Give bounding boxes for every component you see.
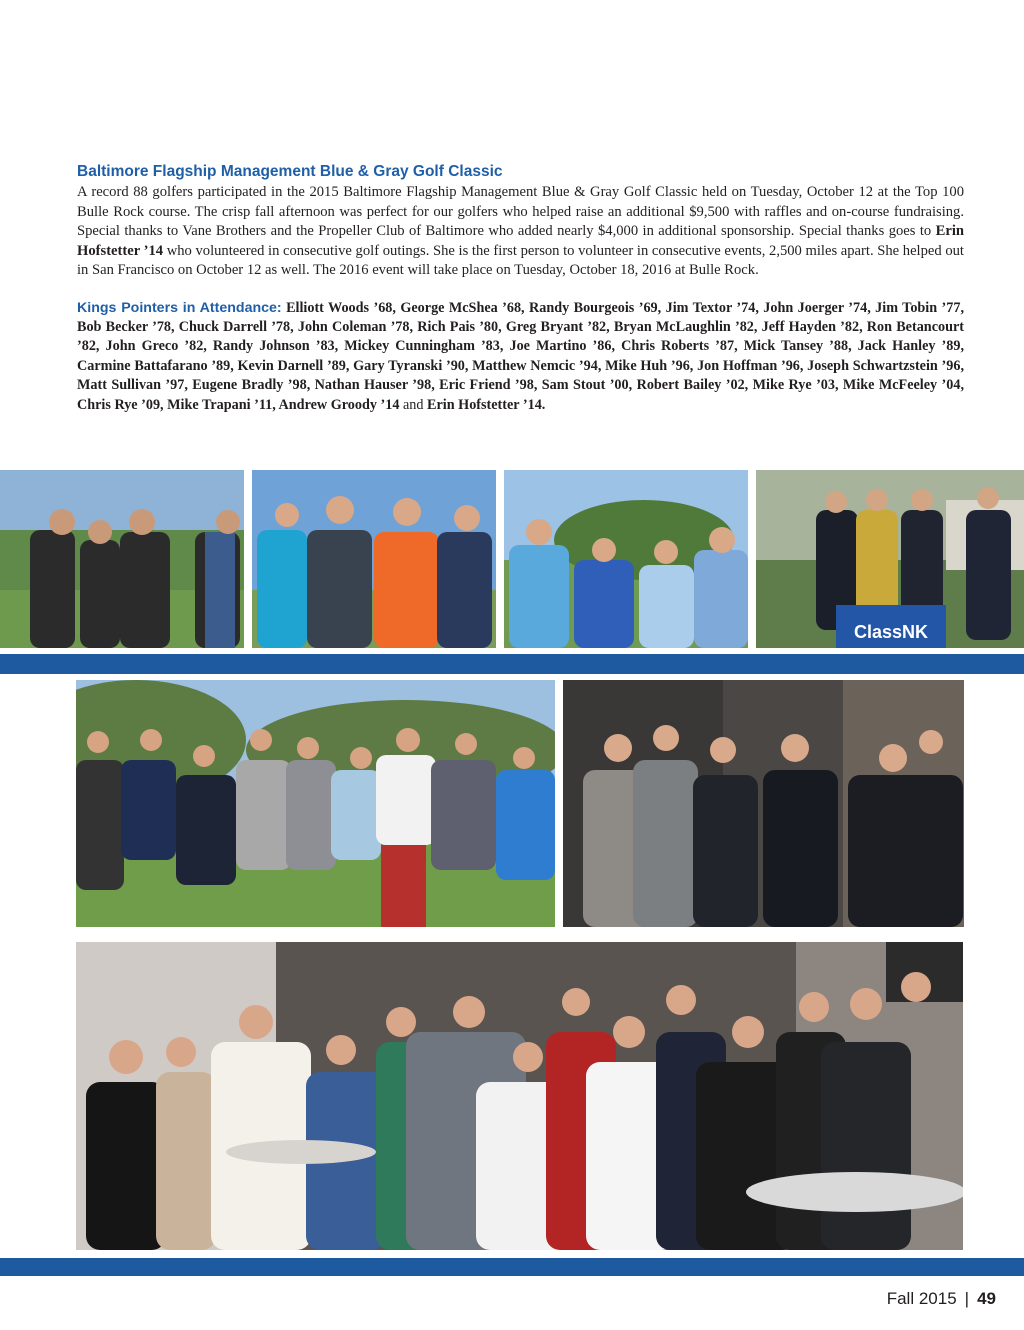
reception-photo-1 — [563, 680, 964, 927]
golf-photo-3 — [504, 470, 748, 648]
body-part-2: who volunteered in consecutive golf outings. She is the first person to volunteer in consecutive events, 2,500 miles apart. She helped out in San Francisco on October 12 as well. The 2016 event will take place on Tuesday, October 18, 2016 at Bulle Rock. — [77, 242, 964, 278]
page-number: 49 — [977, 1289, 996, 1308]
top-blue-band — [0, 654, 1024, 674]
attendance-label: Kings Pointers in Attendance: — [77, 299, 282, 316]
golf-group-photo — [76, 680, 555, 927]
article — [77, 162, 964, 429]
bottom-blue-band — [0, 1258, 1024, 1276]
body-part-1: A record 88 golfers participated in the 2015 Baltimore Flagship Management Blue & Gray Golf Classic held on Tuesday, October 12 at the Top 100 Bulle Rock course. The crisp fall afternoon was perfect for our golfers who helped raise an additional $9,500 with raffles and on-course fundraising. Special thanks to Vane Brothers and the Propeller Club of Baltimore who added nearly $4,000 in additional sponsorship. Special thanks goes to — [77, 184, 964, 239]
reception-photo-2 — [76, 942, 963, 1250]
banner-sign-text: ClassNK — [853, 622, 929, 642]
attendance-conjunction: and — [399, 396, 428, 413]
volunteer-name: Erin Hofstetter ’14 — [77, 223, 964, 259]
attendance-paragraph — [77, 299, 964, 415]
golf-photo-1 — [0, 470, 244, 648]
footer-separator: | — [964, 1289, 970, 1308]
page-footer — [887, 1289, 996, 1309]
attendance-last-name: Erin Hofstetter ’14. — [427, 396, 546, 413]
golf-photo-4 — [756, 470, 1024, 648]
issue-label: Fall 2015 — [886, 1289, 957, 1308]
attendance-names: Elliott Woods ’68, George McShea ’68, Randy Bourgeois ’69, Jim Textor ’74, John Joerger ’74, Jim Tobin ’77, Bob Becker ’78, Chuck Darrell ’78, John Coleman ’78, Rich Pais ’80, Greg Bryant ’82, Bryan McLaughlin ’82, Jeff Hayden ’82, Ron Betancourt ’82, John Greco ’82, Randy Johnson ’83, Mickey Cunningham ’83, Joe Martino ’86, Chris Roberts ’87, Mick Tansey ’88, Jack Hanley ’89, Carmine Battafarano ’89, Kevin Darnell ’89, Gary Tyranski ’90, Matthew Nemcic ’94, Mike Huh ’96, Jon Hoffman ’96, Joseph Schwartzstein ’96, Matt Sullivan ’97, Eugene Bradly ’98, Nathan Hauser ’98, Eric Friend ’98, Sam Stout ’00, Robert Bailey ’02, Mike Rye ’03, Mike McFeeley ’04, Chris Rye ’09, Mike Trapani ’11, Andrew Groody ’14 — [77, 299, 965, 413]
article-body — [77, 183, 964, 281]
golf-photo-2 — [252, 470, 496, 648]
article-heading: Baltimore Flagship Management Blue & Gray Golf Classic — [77, 163, 503, 180]
